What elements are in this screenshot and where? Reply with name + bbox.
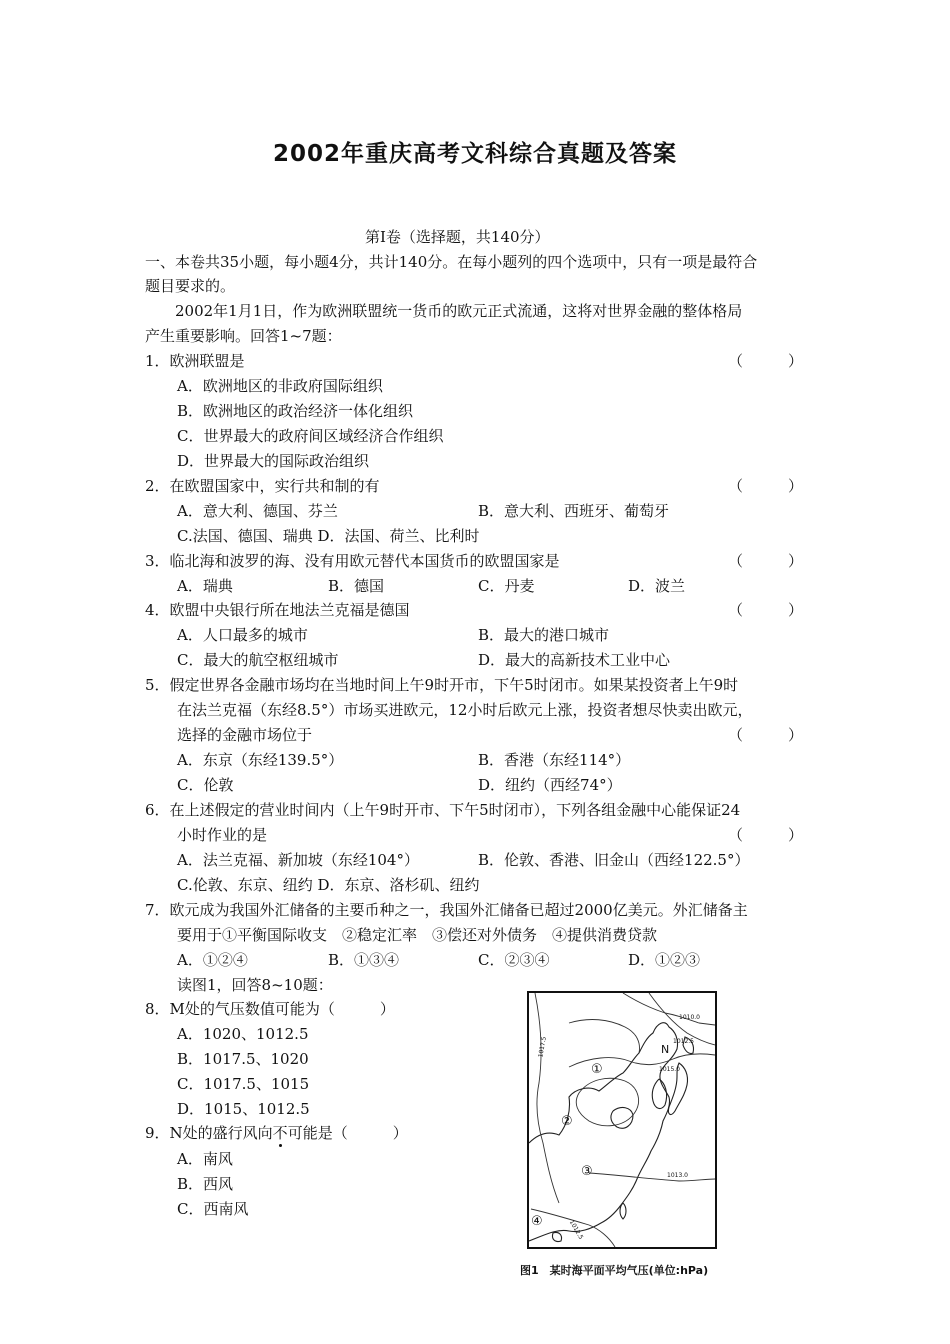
q7-option-b: B．①③④ xyxy=(328,951,400,969)
q9-stem-pre: 9．N处的盛行风向 xyxy=(145,1124,273,1142)
label-isobar-1015: 1015.0 xyxy=(659,1066,680,1073)
q3-option-c: C．丹麦 xyxy=(478,577,535,595)
pressure-map-svg xyxy=(529,993,715,1247)
q1-stem: 1．欧洲联盟是 xyxy=(145,352,245,370)
q5-stem-line-3: 选择的金融市场位于 xyxy=(177,726,313,744)
instructions-line-2: 题目要求的。 xyxy=(145,277,236,295)
label-n: N xyxy=(661,1043,670,1056)
korea-peninsula xyxy=(652,1079,666,1108)
q7-stem-line-1: 7．欧元成为我国外汇储备的主要币种之一，我国外汇储备已超过2000亿美元。外汇储备主 xyxy=(145,901,748,919)
q3-answer-blank: （ ） xyxy=(727,552,803,570)
label-region-4: ④ xyxy=(531,1214,543,1229)
isobar-1013 xyxy=(589,1173,715,1181)
q1-option-d: D．世界最大的国际政治组织 xyxy=(177,452,370,470)
q9-option-a: A．南风 xyxy=(177,1150,233,1168)
q1-option-c: C．世界最大的政府间区域经济合作组织 xyxy=(177,427,444,445)
q3-stem: 3．临北海和波罗的海、没有用欧元替代本国货币的欧盟国家是 xyxy=(145,552,560,570)
q1-answer-blank: （ ） xyxy=(727,352,803,370)
q8-stem: 8．M处的气压数值可能为（ ） xyxy=(145,1000,395,1018)
q6-stem-line-2: 小时作业的是 xyxy=(177,826,268,844)
q9-option-b: B．西风 xyxy=(177,1175,234,1193)
q3-option-b: B．德国 xyxy=(328,577,385,595)
figure-caption: 图1 某时海平面平均气压(单位:hPa) xyxy=(520,1264,709,1277)
q6-stem-line-1: 6．在上述假定的营业时间内（上午9时开市、下午5时闭市），下列各组金融中心能保证24 xyxy=(145,801,741,819)
q5-option-a: A．东京（东经139.5°） xyxy=(177,751,344,769)
label-isobar-1012-ne: 1012.5 xyxy=(673,1038,694,1045)
q8-option-a: A．1020、1012.5 xyxy=(177,1025,309,1043)
label-isobar-1012-s: 1012.5 xyxy=(567,1219,585,1241)
q5-answer-blank: （ ） xyxy=(727,726,803,744)
label-region-2: ② xyxy=(561,1114,573,1129)
q9-emphasis-not: 不 xyxy=(272,1124,288,1142)
q9-stem xyxy=(145,1123,408,1143)
q2-option-a: A．意大利、德国、芬兰 xyxy=(177,502,338,520)
q6-option-b: B．伦敦、香港、旧金山（西经122.5°） xyxy=(478,851,750,869)
label-isobar-1013: 1013.0 xyxy=(667,1172,688,1179)
q8-option-d: D．1015、1012.5 xyxy=(177,1100,310,1118)
q6-option-cd: C.伦敦、东京、纽约 D．东京、洛杉矶、纽约 xyxy=(177,876,480,894)
q6-option-a: A．法兰克福、新加坡（东经104°） xyxy=(177,851,419,869)
q5-option-c: C．伦敦 xyxy=(177,776,234,794)
pressure-map-figure xyxy=(527,991,717,1249)
q2-stem: 2．在欧盟国家中，实行共和制的有 xyxy=(145,477,380,495)
q3-option-a: A．瑞典 xyxy=(177,577,233,595)
q4-option-c: C．最大的航空枢纽城市 xyxy=(177,651,339,669)
q5-stem-line-2: 在法兰克福（东经8.5°）市场买进欧元，12小时后欧元上涨，投资者想尽快卖出欧元， xyxy=(177,701,753,719)
q2-option-b: B．意大利、西班牙、葡萄牙 xyxy=(478,502,670,520)
section-header: 第Ⅰ卷（选择题，共140分） xyxy=(365,228,550,246)
q8-option-b: B．1017.5、1020 xyxy=(177,1050,309,1068)
taiwan xyxy=(620,1203,626,1219)
q9-option-c: C．西南风 xyxy=(177,1200,249,1218)
q4-option-b: B．最大的港口城市 xyxy=(478,626,610,644)
q1-option-a: A．欧洲地区的非政府国际组织 xyxy=(177,377,383,395)
q7-option-c: C．②③④ xyxy=(478,951,550,969)
label-isobar-1010: 1010.0 xyxy=(679,1014,700,1021)
q5-option-b: B．香港（东经114°） xyxy=(478,751,631,769)
q4-answer-blank: （ ） xyxy=(727,601,803,619)
q9-stem-post: 可能是（ ） xyxy=(287,1124,408,1142)
q1-option-b: B．欧洲地区的政治经济一体化组织 xyxy=(177,402,414,420)
q7-option-a: A．①②④ xyxy=(177,951,248,969)
coastline xyxy=(529,1023,678,1241)
q7-stem-line-2: 要用于①平衡国际收支 ②稳定汇率 ③偿还对外债务 ④提供消费贷款 xyxy=(177,926,658,944)
q2-option-cd: C.法国、德国、瑞典 D．法国、荷兰、比利时 xyxy=(177,527,480,545)
isobar-1010 xyxy=(623,993,715,1025)
q4-stem: 4．欧盟中央银行所在地法兰克福是德国 xyxy=(145,601,410,619)
q7-option-d: D．①②③ xyxy=(628,951,701,969)
instructions-line-1: 一、本卷共35小题，每小题4分，共计140分。在每小题列的四个选项中，只有一项是最符合 xyxy=(145,253,758,271)
isobar-high xyxy=(576,1078,638,1126)
q5-option-d: D．纽约（西经74°） xyxy=(478,776,622,794)
intro-figure-1: 读图1，回答8~10题： xyxy=(177,976,333,994)
label-region-1: ① xyxy=(591,1062,603,1077)
q8-option-c: C．1017.5、1015 xyxy=(177,1075,310,1093)
hainan xyxy=(552,1232,561,1241)
q4-option-a: A．人口最多的城市 xyxy=(177,626,308,644)
label-isobar-1017: 1017.5 xyxy=(537,1036,548,1058)
q2-answer-blank: （ ） xyxy=(727,477,803,495)
isobar-1017 xyxy=(535,993,559,1203)
q3-option-d: D．波兰 xyxy=(628,577,686,595)
q6-answer-blank: （ ） xyxy=(727,826,803,844)
intro-line-2: 产生重要影响。回答1~7题： xyxy=(145,327,342,345)
document-title: 2002年重庆高考文科综合真题及答案 xyxy=(272,141,677,167)
intro-line-1: 2002年1月1日，作为欧洲联盟统一货币的欧元正式流通，这将对世界金融的整体格局 xyxy=(175,302,743,320)
q4-option-d: D．最大的高新技术工业中心 xyxy=(478,651,671,669)
label-region-3: ③ xyxy=(581,1164,593,1179)
q5-stem-line-1: 5．假定世界各金融市场均在当地时间上午9时开市，下午5时闭市。如果某投资者上午9时 xyxy=(145,676,739,694)
